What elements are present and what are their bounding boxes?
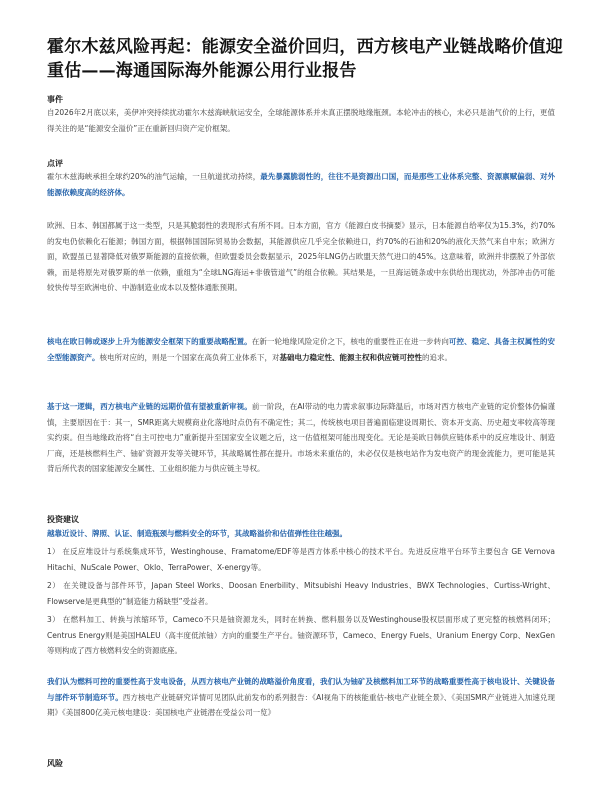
invest-lead: 越靠近设计、牌照、认证、制造瓶颈与燃料安全的环节，其战略溢价和估值弹性往往越强。 [47,529,347,538]
section-heading-event: 事件 [47,95,63,104]
p3-text-2: 核电所对应的，则是一个国家在高负荷工业体系下，对 [99,352,280,362]
p3-highlight-lead: 核电在欧日韩或逐步上升为能源安全框架下的重要战略配置。 [47,337,252,346]
conclusion-text: 西方核电产业链研究详情可见团队此前发布的系列报告：《AI视角下的核能重估-核电产业链全景》、《美国SMR产业链进入加速兑现期》《美国800亿美元核电建设：美国核电产业链潜在受益公司一览》 [47,692,556,717]
comment-paragraph-2: 欧洲、日本、韩国都属于这一类型，只是其脆弱性的表现形式有所不同。日本方面，官方《能源白皮书摘要》显示，日本能源自给率仅为15.3%，约70%的发电仍依赖化石能源；韩国方面，根据韩国国际贸易协会数据，其能源供应几乎完全依赖进口，约70%的石油和20%的液化天然气来自中东；欧洲方面，欧盟虽已显著降低对俄罗斯能源的直接依赖，但欧盟委员会数据显示，2025年LNG仍占欧盟天然气进口的45%。这意味着，欧洲并非摆脱了外部依赖，而是将原先对俄罗斯的单一依赖，重组为“全球LNG海运+非俄管道气”的组合依赖。其结果是，一旦海运链条或中东供给出现扰动，外部冲击仍可能较快传导至欧洲电价、中游制造业成本以及整体通胀预期。 [47,221,555,292]
comment-paragraph-3 [47,334,555,365]
p3-text-1: 在新一轮地缘风险定价之下，核电的重要性正在进一步转向 [251,337,449,346]
invest-item-2: 2） 在关键设备与部件环节，Japan Steel Works、Doosan Enerbility、Mitsubishi Heavy Industries、BWX Technologies、Curtiss-Wright、Flowserve是更典型的“制造能力稀缺型”受益者。 [47,581,555,606]
p3-highlight-2: 可控、稳定、具备主权属性的安全型能源资产。 [47,337,556,362]
section-heading-invest: 投资建议 [47,515,79,524]
section-heading-risk: 风险 [47,759,63,768]
p3-bold-emphasis: 基础电力稳定性、能源主权和供应链可控性 [279,352,422,362]
section-heading-comment: 点评 [47,159,63,168]
event-paragraph: 自2026年2月底以来，美伊冲突持续扰动霍尔木兹海峡航运安全，全球能源体系并未真正摆脱地缘瓶颈。本轮冲击的核心，未必只是油气价的上行，更值得关注的是“能源安全溢价”正在重新回归资产定价框架。 [47,108,555,133]
p4-text: 前一阶段，在AI带动的电力需求叙事边际降温后，市场对西方核电产业链的定价整体仍偏谨慎，主要原因在于：其一，SMR距离大规模商业化落地时点仍有不确定性；其二，传统核电项目普遍面临建设周期长、资本开支高、历史超支率较高等现实约束。但当地缘政治将“自主可控电力”重新提升至国家安全议题之后，这一估值框架可能出现变化。无论是美欧日韩供应链体系中的反应堆设计、制造厂商，还是核燃料生产、铀矿资源开发等关键环节，其战略属性都在提升。市场未来重估的，未必仅仅是核电站作为发电资产的现金流能力，更可能是其背后所代表的国家能源安全属性、工业组织能力与供应链主导权。 [47,402,555,473]
invest-item-1: 1） 在反应堆设计与系统集成环节，Westinghouse、Framatome/EDF等是西方体系中核心的技术平台。先进反应堆平台环节主要包含 GE Vernova Hitachi、NuScale Power、Oklo、TerraPower、X-energy等。 [47,547,555,572]
conclusion-highlight: 我们认为燃料可控的重要性高于发电设备，从西方核电产业链的战略溢价角度看，我们认为铀矿及核燃料加工环节的战略重要性高于核电设计、关键设备与部件环节制造环节。 [47,677,555,702]
comment-paragraph-1 [47,169,555,200]
p4-highlight-lead: 基于这一逻辑，西方核电产业链的远期价值有望被重新审视。 [47,402,252,411]
p1-highlight: 最先暴露脆弱性的，往往不是资源出口国，而是那些工业体系完整、资源禀赋偏弱、对外能源依赖度高的经济体。 [47,172,556,197]
comment-paragraph-4 [47,399,555,477]
p1-text: 霍尔木兹海峡承担全球约20%的油气运输，一旦航道扰动持续， [47,172,261,181]
invest-item-3: 3） 在燃料加工、转换与浓缩环节，Cameco不只是铀资源龙头，同时在转换、燃料服务以及Westinghouse股权层面形成了更完整的核燃料闭环；Centrus Energy则是美国HALEU（高丰度低浓铀）方向的重要生产平台。铀资源环节，Cameco、Energy Fuels、Uranium Energy Corp、NexGen等则构成了西方核燃料安全的资源底座。 [47,615,555,655]
report-title: 霍尔木兹风险再起：能源安全溢价回归，西方核电产业链战略价值迎重估——海通国际海外能源公用行业报告 [47,37,563,81]
conclusion-paragraph [47,674,555,721]
p3-text-3: 的追求。 [422,352,452,362]
